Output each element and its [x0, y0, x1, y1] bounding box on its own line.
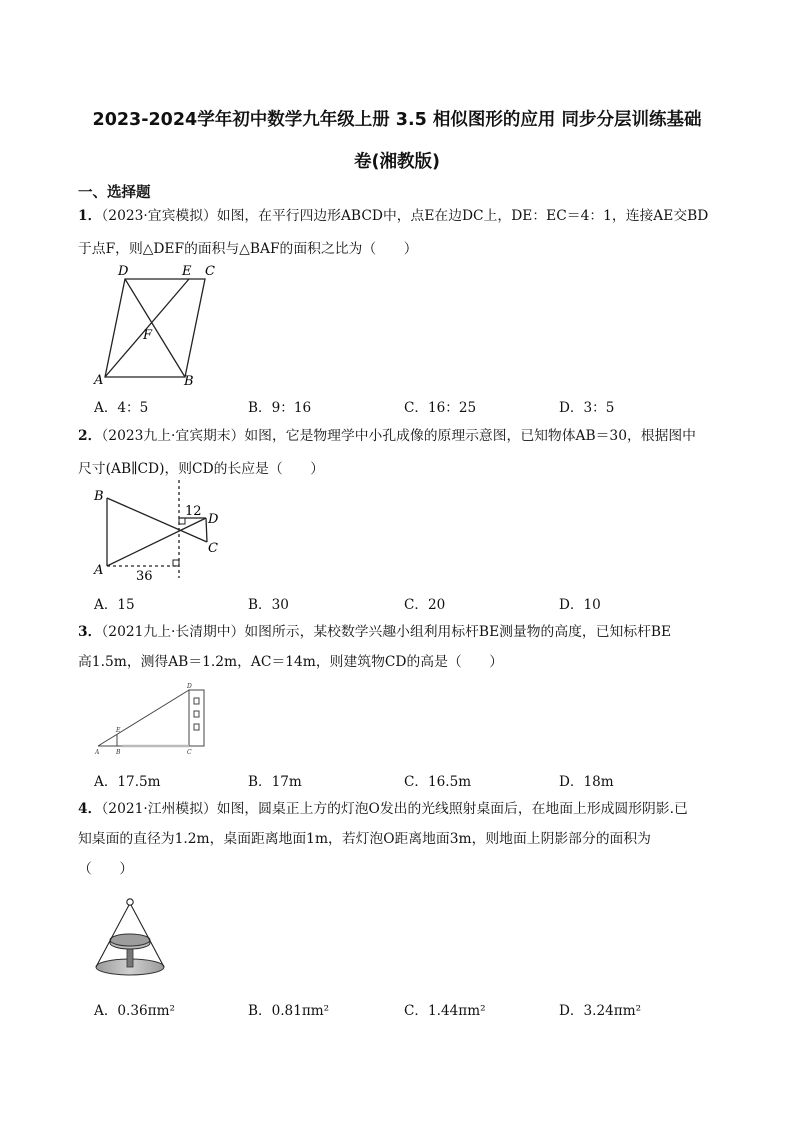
option-a[interactable]: A．4：5	[94, 400, 149, 416]
option-d[interactable]: D．10	[559, 597, 601, 613]
label-a: A	[95, 749, 100, 756]
label-12: 12	[185, 504, 202, 519]
option-a[interactable]: A．0.36πm²	[94, 1003, 175, 1019]
building-window	[194, 698, 199, 704]
label-f: F	[143, 328, 153, 343]
table-top-surface	[110, 934, 150, 946]
label-b: B	[184, 374, 194, 389]
question-number: 2．	[78, 428, 102, 444]
label-e: E	[116, 727, 121, 734]
table-leg	[127, 947, 133, 967]
option-d[interactable]: D．3：5	[559, 400, 615, 416]
question-text-cont: 知桌面的直径为1.2m，桌面距离地面1m，若灯泡O距离地面3m，则地面上阴影部分的面积为	[78, 831, 651, 847]
label-c: C	[187, 749, 192, 756]
label-d: D	[208, 512, 219, 527]
question-number: 4．	[78, 801, 102, 817]
sight-line	[98, 690, 189, 746]
question-text-cont: 高1.5m，测得AB＝1.2m，AC＝14m，则建筑物CD的高是（ ）	[78, 654, 504, 670]
ray-a	[107, 518, 206, 566]
question-source: （2021·江州模拟）	[101, 801, 217, 817]
question-text: 如图，圆桌正上方的灯泡O发出的光线照射桌面后，在地面上形成圆形阴影.已	[216, 801, 688, 817]
question-text-cont: 于点F，则△DEF的面积与△BAF的面积之比为（ ）	[78, 241, 418, 257]
label-a: A	[94, 563, 104, 578]
question-4	[78, 798, 718, 880]
option-a[interactable]: A．17.5m	[94, 774, 161, 790]
question-source: （2023九上·宜宾期末）	[101, 428, 245, 444]
lamp-o	[127, 899, 133, 905]
segment-cd	[206, 518, 207, 542]
building-window	[194, 711, 199, 717]
option-c[interactable]: C．20	[404, 597, 446, 613]
question-text: 如图，在平行四边形ABCD中，点E在边DC上，DE：EC＝4：1，连接AE交BD	[216, 208, 709, 224]
page-title-line2: 卷(湘教版)	[354, 152, 440, 172]
label-c: C	[205, 264, 215, 279]
question-text: 如图所示，某校数学兴趣小组利用标杆BE测量物的高度，已知标杆BE	[244, 624, 672, 640]
question-text-cont: 尺寸(AB∥CD)，则CD的长应是（ ）	[78, 461, 325, 477]
label-d: D	[187, 683, 192, 690]
building-window	[194, 724, 199, 730]
label-e: E	[182, 264, 192, 279]
question-source: （2021九上·长清期中）	[101, 624, 245, 640]
option-d[interactable]: D．3.24πm²	[559, 1003, 642, 1019]
question-text-cont: （ ）	[78, 861, 134, 877]
lamp-table-figure	[92, 895, 172, 980]
label-d: D	[118, 264, 129, 279]
question-text: 如图，它是物理学中小孔成像的原理示意图，已知物体AB＝30，根据图中	[244, 428, 696, 444]
label-b: B	[94, 489, 104, 504]
question-source: （2023·宜宾模拟）	[101, 208, 217, 224]
label-a: A	[94, 373, 104, 388]
question-1	[78, 205, 718, 260]
option-b[interactable]: B．17m	[248, 774, 302, 790]
question-2	[78, 425, 718, 480]
question-number: 1．	[78, 208, 102, 224]
option-d[interactable]: D．18m	[559, 774, 614, 790]
right-angle-bottom	[173, 560, 179, 566]
question-3	[78, 621, 718, 673]
label-c: C	[208, 541, 218, 556]
parallelogram-figure	[90, 262, 230, 392]
option-b[interactable]: B．9：16	[248, 400, 312, 416]
option-b[interactable]: B．30	[248, 597, 289, 613]
option-b[interactable]: B．0.81πm²	[248, 1003, 330, 1019]
option-c[interactable]: C．16.5m	[404, 774, 472, 790]
option-c[interactable]: C．1.44πm²	[404, 1003, 486, 1019]
pinhole-figure	[90, 480, 230, 585]
option-a[interactable]: A．15	[94, 597, 135, 613]
section-heading: 一、选择题	[78, 185, 151, 201]
page-title: 2023-2024学年初中数学九年级上册 3.5 相似图形的应用 同步分层训练基础	[92, 110, 702, 130]
building-figure	[92, 680, 217, 762]
question-number: 3．	[78, 624, 102, 640]
label-36: 36	[136, 569, 153, 584]
option-c[interactable]: C．16：25	[404, 400, 477, 416]
label-b: B	[116, 749, 121, 756]
